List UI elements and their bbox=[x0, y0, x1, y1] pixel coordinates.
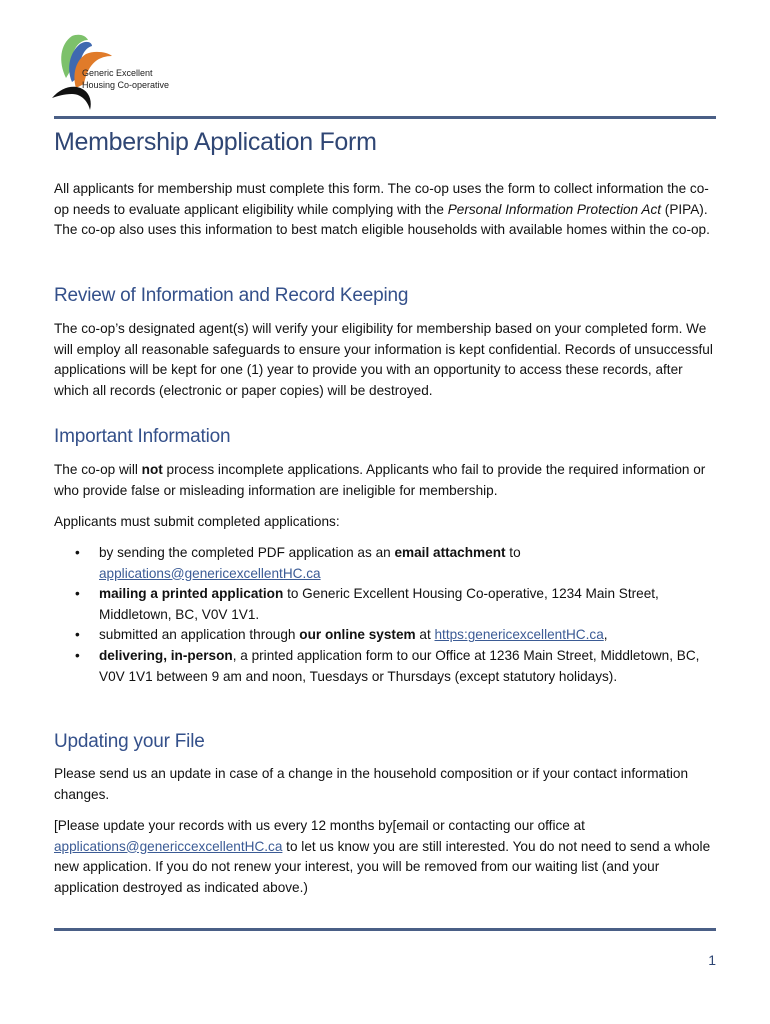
intro-text-b: (PIPA). The co-op also uses this information to best match eligible households with available homes within the co-op. bbox=[54, 201, 710, 238]
b2-mailing: mailing a printed application bbox=[99, 586, 284, 602]
important-p1-text-a: The co-op will bbox=[54, 462, 142, 477]
b4-in-person: delivering, in-person bbox=[99, 647, 233, 663]
b2-text-b: to Generic Excellent Housing Co-operative, 1234 Main Street, Middletown, BC, V0V 1V1. bbox=[99, 586, 659, 622]
bottom-divider bbox=[54, 928, 716, 931]
review-paragraph: The co-op’s designated agent(s) will verify your eligibility for membership based on your completed form. We will employ all reasonable safeguards to ensure your information is kept confidential. Records of unsuccessful applications will be kept for one (1) year to provide you with an opportunity to access these records, after which all records (electronic or paper copies) will be destroyed. bbox=[54, 321, 713, 398]
b1-email-attachment: email attachment bbox=[394, 545, 506, 560]
intro-act-name: Personal Information Protection Act bbox=[447, 201, 662, 217]
list-item-online bbox=[54, 625, 714, 646]
page-number: 1 bbox=[708, 952, 716, 968]
b1-text-a: by sending the completed PDF application as an bbox=[99, 545, 395, 560]
updating-heading: Updating your File bbox=[54, 731, 205, 752]
intro-text-a: All applicants for membership must complete this form. The co-op uses the form to collect information the co-op needs to evaluate applicant eligibility while complying with the bbox=[54, 181, 709, 217]
list-item-mail bbox=[54, 584, 714, 625]
updating-p2-text-b: to let us know you are still interested. You do not need to send a whole new application. If you do not renew your interest, you will be removed from our waiting list (and your application destroyed as indicated above.) bbox=[54, 838, 711, 895]
submission-methods-list bbox=[54, 543, 714, 687]
b3-online-system: our online system bbox=[299, 627, 416, 643]
list-item-in-person bbox=[54, 646, 714, 687]
logo-text bbox=[82, 67, 169, 91]
update-email-link[interactable]: applications@genericcexcellentHC.ca bbox=[54, 838, 283, 854]
b3-text-d: , bbox=[603, 627, 608, 643]
logo-line-1: Generic Excellent bbox=[82, 68, 153, 78]
important-paragraph-1 bbox=[54, 460, 719, 501]
updating-paragraph-1: Please send us an update in case of a change in the household composition or if your contact information changes. bbox=[54, 766, 689, 802]
website-link[interactable]: https:genericexcellentHC.ca bbox=[434, 627, 604, 643]
intro-paragraph bbox=[54, 179, 719, 241]
important-p1-text-c: process incomplete applications. Applicants who fail to provide the required information or who provide false or misleading information are ineligible for membership. bbox=[54, 462, 706, 498]
b3-text-c: at bbox=[415, 627, 435, 643]
bullet: • bbox=[75, 545, 80, 560]
bullet: • bbox=[75, 647, 80, 663]
updating-p2-text-a: [Please update your records with us every 12 months by[email or contacting our office at bbox=[54, 818, 585, 833]
b4-text-b: , a printed application form to our Office at 1236 Main Street, Middletown, BC, V0V 1V1 between 9 am and noon, Tuesdays or Thursdays (except statutory holidays). bbox=[99, 647, 700, 684]
page-title: Membership Application Form bbox=[54, 128, 377, 156]
top-divider bbox=[54, 116, 716, 119]
review-heading: Review of Information and Record Keeping bbox=[54, 285, 409, 306]
important-p1-not: not bbox=[141, 462, 163, 477]
bullet: • bbox=[75, 586, 80, 602]
applications-email-link[interactable]: applications@genericexcellentHC.ca bbox=[99, 565, 321, 581]
important-paragraph-2: Applicants must submit completed applications: bbox=[54, 514, 340, 529]
important-heading: Important Information bbox=[54, 426, 231, 447]
b3-text-a: submitted an application through bbox=[99, 627, 300, 643]
updating-paragraph-2 bbox=[54, 816, 719, 898]
b1-text-c: to bbox=[505, 545, 521, 560]
list-item-email bbox=[54, 543, 714, 584]
logo-line-2: Housing Co-operative bbox=[82, 80, 170, 90]
bullet: • bbox=[75, 627, 80, 643]
